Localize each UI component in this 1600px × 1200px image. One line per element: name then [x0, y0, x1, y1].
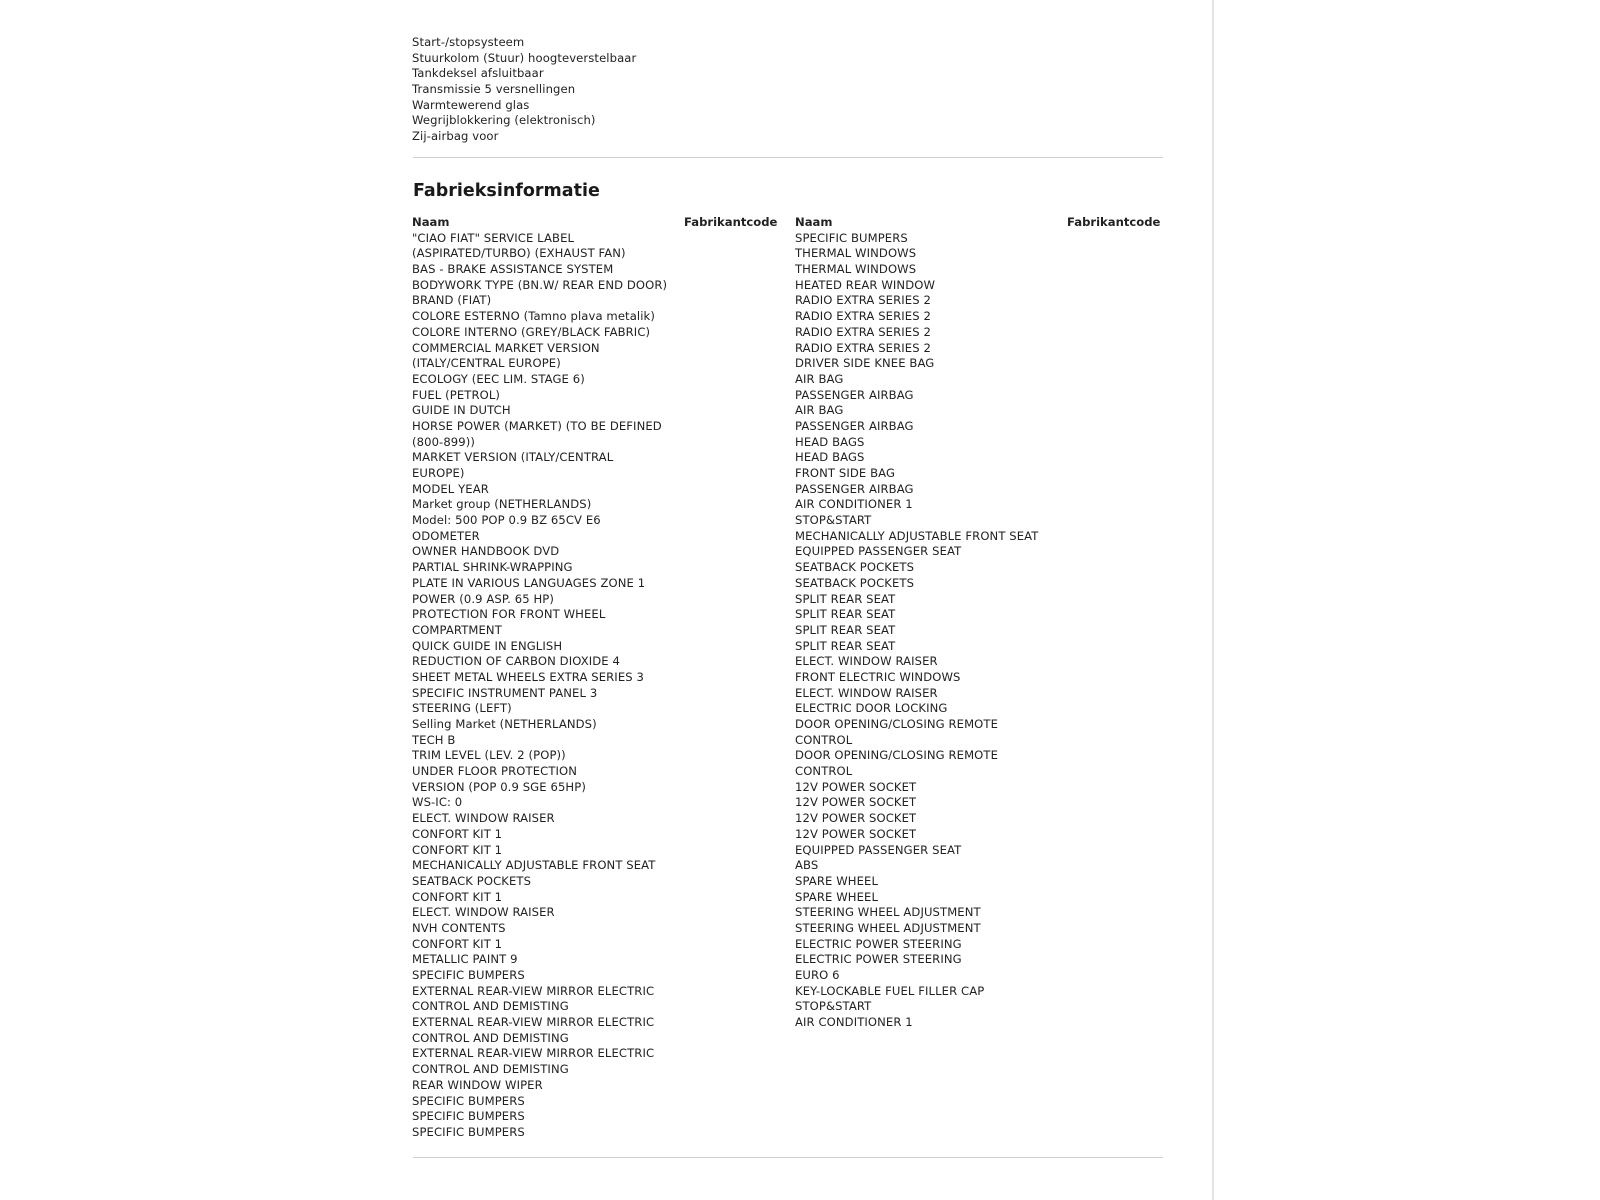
list-item: RADIO EXTRA SERIES 2 — [795, 340, 931, 355]
list-item: STEERING WHEEL ADJUSTMENT — [795, 905, 981, 920]
list-item: SPLIT REAR SEAT — [795, 591, 896, 606]
list-item: RADIO EXTRA SERIES 2 — [795, 293, 931, 308]
list-item: EXTERNAL REAR-VIEW MIRROR ELECTRIC — [412, 1046, 655, 1061]
list-item: Selling Market (NETHERLANDS) — [412, 717, 597, 731]
list-item: CONTROL AND DEMISTING — [412, 1062, 569, 1077]
list-item: SPECIFIC BUMPERS — [795, 230, 908, 245]
list-item: KEY-LOCKABLE FUEL FILLER CAP — [795, 983, 985, 998]
list-item: POWER (0.9 ASP. 65 HP) — [412, 591, 555, 606]
list-item: MARKET VERSION (ITALY/CENTRAL — [412, 450, 614, 465]
list-item: BAS - BRAKE ASSISTANCE SYSTEM — [412, 262, 614, 277]
list-item: NVH CONTENTS — [412, 920, 506, 935]
list-item: DOOR OPENING/CLOSING REMOTE — [795, 748, 999, 763]
list-item: BODYWORK TYPE (BN.W/ REAR END DOOR) — [412, 277, 668, 292]
list-item: PASSENGER AIRBAG — [795, 418, 914, 433]
code-header: Fabrikantcode — [1067, 215, 1161, 229]
list-item: CONFORT KIT 1 — [412, 889, 503, 904]
list-item: METALLIC PAINT 9 — [412, 952, 518, 967]
left-column — [412, 215, 787, 1141]
list-item: UNDER FLOOR PROTECTION — [412, 764, 578, 779]
list-item: PASSENGER AIRBAG — [795, 387, 914, 402]
list-item: WS-IC: 0 — [412, 795, 463, 810]
list-item: OWNER HANDBOOK DVD — [412, 544, 560, 559]
list-item: CONFORT KIT 1 — [412, 826, 503, 841]
list-item: REDUCTION OF CARBON DIOXIDE 4 — [412, 654, 620, 669]
list-item: HEAD BAGS — [795, 450, 865, 465]
list-item: 12V POWER SOCKET — [795, 795, 917, 810]
list-item: ODOMETER — [412, 528, 480, 543]
list-item: THERMAL WINDOWS — [795, 246, 917, 261]
list-item: COMMERCIAL MARKET VERSION — [412, 340, 600, 355]
list-item: CONFORT KIT 1 — [412, 936, 503, 951]
list-item: CONTROL AND DEMISTING — [412, 999, 569, 1014]
left-column-header — [412, 215, 787, 231]
list-item: ELECT. WINDOW RAISER — [412, 905, 555, 920]
list-item: "CIAO FIAT" SERVICE LABEL — [412, 230, 575, 245]
feature-list — [412, 35, 636, 145]
list-item: CONTROL — [795, 732, 853, 747]
list-item: SPLIT REAR SEAT — [795, 622, 896, 637]
list-item: 12V POWER SOCKET — [795, 826, 917, 841]
list-item: (800-899)) — [412, 434, 476, 449]
list-item: SPARE WHEEL — [795, 889, 878, 904]
right-column — [795, 215, 1170, 1031]
list-item: SPECIFIC BUMPERS — [412, 1124, 525, 1139]
list-item: (ASPIRATED/TURBO) (EXHAUST FAN) — [412, 246, 626, 261]
bottom-divider — [413, 1157, 1163, 1158]
list-item: THERMAL WINDOWS — [795, 262, 917, 277]
list-item: EQUIPPED PASSENGER SEAT — [795, 544, 962, 559]
list-item: DOOR OPENING/CLOSING REMOTE — [795, 717, 999, 731]
list-item: VERSION (POP 0.9 SGE 65HP) — [412, 779, 586, 794]
list-item: ELECTRIC DOOR LOCKING — [795, 701, 948, 716]
list-item: CONTROL — [795, 764, 853, 779]
list-item: CONFORT KIT 1 — [412, 842, 503, 857]
list-item: DRIVER SIDE KNEE BAG — [795, 356, 935, 371]
list-item: BRAND (FIAT) — [412, 293, 492, 308]
list-item: SPARE WHEEL — [795, 873, 878, 888]
right-column-lines — [795, 231, 1170, 1031]
list-item: PLATE IN VARIOUS LANGUAGES ZONE 1 — [412, 575, 646, 590]
list-item: MODEL YEAR — [412, 481, 489, 496]
list-item: GUIDE IN DUTCH — [412, 403, 511, 418]
list-item: STEERING WHEEL ADJUSTMENT — [795, 920, 981, 935]
list-item: STOP&START — [795, 513, 872, 528]
list-item: SPECIFIC BUMPERS — [412, 1093, 525, 1108]
list-item: SEATBACK POCKETS — [412, 873, 532, 888]
list-item: (ITALY/CENTRAL EUROPE) — [412, 356, 561, 371]
list-item: TRIM LEVEL (LEV. 2 (POP)) — [412, 748, 566, 763]
list-item: RADIO EXTRA SERIES 2 — [795, 324, 931, 339]
list-item: EXTERNAL REAR-VIEW MIRROR ELECTRIC — [412, 1015, 655, 1030]
feature-item: Wegrijblokkering (elektronisch) — [412, 113, 596, 128]
feature-item: Stuurkolom (Stuur) hoogteverstelbaar — [412, 50, 637, 65]
list-item: Market group (NETHERLANDS) — [412, 497, 592, 512]
list-item: FRONT SIDE BAG — [795, 466, 896, 480]
list-item: QUICK GUIDE IN ENGLISH — [412, 638, 563, 653]
list-item: FRONT ELECTRIC WINDOWS — [795, 669, 961, 684]
list-item: 12V POWER SOCKET — [795, 811, 917, 826]
list-item: ELECTRIC POWER STEERING — [795, 936, 962, 951]
list-item: SEATBACK POCKETS — [795, 575, 915, 590]
list-item: RADIO EXTRA SERIES 2 — [795, 309, 931, 324]
list-item: PROTECTION FOR FRONT WHEEL — [412, 607, 606, 622]
list-item: COMPARTMENT — [412, 622, 502, 637]
list-item: SPLIT REAR SEAT — [795, 607, 896, 622]
list-item: STOP&START — [795, 999, 872, 1014]
page-edge — [1212, 0, 1214, 1200]
feature-item: Warmtewerend glas — [412, 97, 530, 112]
list-item: SPECIFIC BUMPERS — [412, 1109, 525, 1124]
section-title: Fabrieksinformatie — [413, 181, 600, 201]
list-item: MECHANICALLY ADJUSTABLE FRONT SEAT — [412, 858, 656, 873]
left-column-lines — [412, 231, 787, 1141]
list-item: FUEL (PETROL) — [412, 387, 501, 402]
list-item: ELECTRIC POWER STEERING — [795, 952, 962, 967]
list-item: HORSE POWER (MARKET) (TO BE DEFINED — [412, 418, 662, 433]
list-item: SPLIT REAR SEAT — [795, 638, 896, 653]
list-item: EXTERNAL REAR-VIEW MIRROR ELECTRIC — [412, 983, 655, 998]
list-item: REAR WINDOW WIPER — [412, 1077, 543, 1092]
feature-item: Transmissie 5 versnellingen — [412, 82, 576, 97]
list-item: 12V POWER SOCKET — [795, 779, 917, 794]
list-item: ELECT. WINDOW RAISER — [795, 685, 938, 700]
feature-item: Start-/stopsysteem — [412, 35, 525, 49]
name-header: Naam — [795, 215, 833, 229]
list-item: EUROPE) — [412, 466, 465, 480]
list-item: AIR BAG — [795, 371, 844, 386]
top-divider — [413, 157, 1163, 158]
list-item: COLORE INTERNO (GREY/BLACK FABRIC) — [412, 324, 651, 339]
list-item: CONTROL AND DEMISTING — [412, 1030, 569, 1045]
code-header: Fabrikantcode — [684, 215, 778, 229]
list-item: EQUIPPED PASSENGER SEAT — [795, 842, 962, 857]
list-item: ECOLOGY (EEC LIM. STAGE 6) — [412, 371, 585, 386]
list-item: COLORE ESTERNO (Tamno plava metalik) — [412, 309, 655, 324]
list-item: TECH B — [412, 732, 456, 747]
list-item: Model: 500 POP 0.9 BZ 65CV E6 — [412, 513, 601, 528]
list-item: AIR BAG — [795, 403, 844, 418]
list-item: PARTIAL SHRINK-WRAPPING — [412, 560, 573, 575]
list-item: EURO 6 — [795, 968, 840, 982]
list-item: STEERING (LEFT) — [412, 701, 512, 716]
name-header: Naam — [412, 215, 450, 229]
list-item: PASSENGER AIRBAG — [795, 481, 914, 496]
feature-item: Zij-airbag voor — [412, 129, 499, 144]
list-item: ABS — [795, 858, 819, 873]
right-column-header — [795, 215, 1170, 231]
list-item: HEAD BAGS — [795, 434, 865, 449]
feature-item: Tankdeksel afsluitbaar — [412, 66, 544, 81]
list-item: AIR CONDITIONER 1 — [795, 497, 913, 512]
list-item: ELECT. WINDOW RAISER — [412, 811, 555, 826]
list-item: MECHANICALLY ADJUSTABLE FRONT SEAT — [795, 528, 1039, 543]
list-item: SEATBACK POCKETS — [795, 560, 915, 575]
list-item: SPECIFIC INSTRUMENT PANEL 3 — [412, 685, 598, 700]
list-item: ELECT. WINDOW RAISER — [795, 654, 938, 669]
list-item: SHEET METAL WHEELS EXTRA SERIES 3 — [412, 669, 644, 684]
list-item: AIR CONDITIONER 1 — [795, 1015, 913, 1030]
list-item: SPECIFIC BUMPERS — [412, 968, 525, 982]
list-item: HEATED REAR WINDOW — [795, 277, 936, 292]
